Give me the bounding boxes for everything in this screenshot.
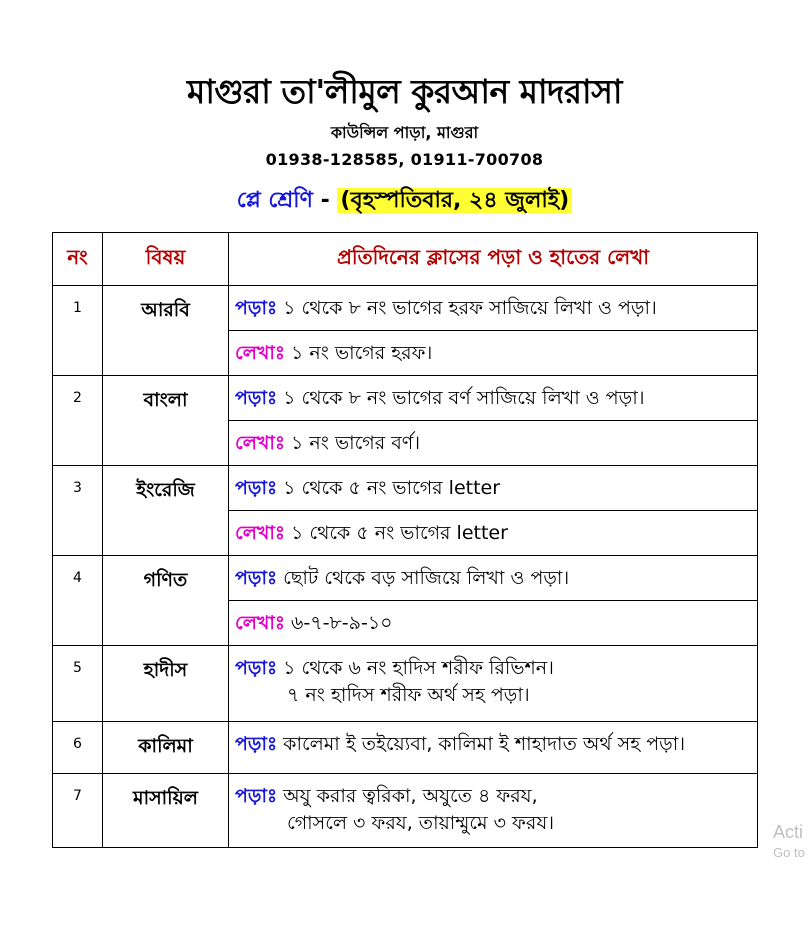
watermark-line2: Go to: [773, 845, 805, 860]
read-text: অযু করার ত্বরিকা, অযুতে ৪ ফরয,: [283, 785, 538, 807]
write-cell: [229, 331, 758, 376]
read-cell: [229, 774, 758, 848]
table-row: [53, 466, 758, 511]
write-text: ১ থেকে ৫ নং ভাগের letter: [291, 522, 508, 544]
read-text-continued: ৭ নং হাদিস শরীফ অর্থ সহ পড়া।: [287, 684, 530, 706]
header-description: প্রতিদিনের ক্লাসের পড়া ও হাতের লেখা: [229, 233, 758, 286]
write-label: লেখাঃ: [235, 522, 285, 544]
write-label: লেখাঃ: [235, 342, 285, 364]
table-row: [53, 376, 758, 421]
class-date-line: [0, 183, 809, 220]
address: কাউন্সিল পাড়া, মাগুরা: [330, 123, 479, 142]
read-cell: [229, 466, 758, 511]
row-subject: ইংরেজি: [103, 466, 229, 556]
table-header-row: [53, 233, 758, 286]
read-cell: [229, 286, 758, 331]
row-number: 7: [53, 774, 103, 848]
row-subject: কালিমা: [103, 722, 229, 774]
read-cell: [229, 646, 758, 722]
schedule-table: [52, 232, 758, 848]
read-text: ১ থেকে ৮ নং ভাগের বর্ণ সাজিয়ে লিখা ও পড়া।: [283, 387, 645, 409]
table-row: [53, 646, 758, 722]
row-number: 1: [53, 286, 103, 376]
row-subject: মাসায়িল: [103, 774, 229, 848]
read-label: পড়াঃ: [235, 785, 278, 807]
write-text: ৬-৭-৮-৯-১০: [291, 612, 393, 634]
header-number: নং: [53, 233, 103, 286]
row-number: 5: [53, 646, 103, 722]
header-subject: বিষয়: [103, 233, 229, 286]
table-row: [53, 722, 758, 774]
row-number: 3: [53, 466, 103, 556]
row-number: 2: [53, 376, 103, 466]
read-text: ১ থেকে ৮ নং ভাগের হরফ সাজিয়ে লিখা ও পড়া।: [283, 297, 657, 319]
write-label: লেখাঃ: [235, 612, 285, 634]
read-label: পড়াঃ: [235, 477, 278, 499]
write-cell: [229, 421, 758, 466]
table-row: [53, 556, 758, 601]
row-subject: হাদীস: [103, 646, 229, 722]
date-highlight: (বৃহস্পতিবার, ২৪ জুলাই): [337, 188, 572, 213]
activation-watermark: [773, 822, 805, 860]
read-cell: [229, 556, 758, 601]
read-text: ১ থেকে ৫ নং ভাগের letter: [283, 477, 501, 499]
read-label: পড়াঃ: [235, 657, 278, 679]
table-row: [53, 286, 758, 331]
write-label: লেখাঃ: [235, 432, 285, 454]
row-subject: গণিত: [103, 556, 229, 646]
row-subject: বাংলা: [103, 376, 229, 466]
read-label: পড়াঃ: [235, 733, 278, 755]
separator: -: [320, 188, 330, 213]
phone-numbers: 01938-128585, 01911-700708: [265, 150, 544, 169]
read-text: কালেমা ই তইয়্যেবা, কালিমা ই শাহাদাত অর্থ সহ পড়া।: [283, 733, 685, 755]
read-label: পড়াঃ: [235, 297, 278, 319]
read-text: ছোট থেকে বড় সাজিয়ে লিখা ও পড়া।: [283, 567, 570, 589]
write-cell: [229, 601, 758, 646]
read-cell: [229, 722, 758, 774]
row-number: 4: [53, 556, 103, 646]
read-cell: [229, 376, 758, 421]
read-label: পড়াঃ: [235, 387, 278, 409]
write-cell: [229, 511, 758, 556]
madrasa-title: মাগুরা তা'লীমুল কুরআন মাদরাসা: [187, 72, 622, 111]
row-number: 6: [53, 722, 103, 774]
write-text: ১ নং ভাগের হরফ।: [291, 342, 433, 364]
read-text: ১ থেকে ৬ নং হাদিস শরীফ রিভিশন।: [283, 657, 554, 679]
write-text: ১ নং ভাগের বর্ণ।: [291, 432, 421, 454]
class-name: প্লে শ্রেণি: [236, 188, 313, 213]
row-subject: আরবি: [103, 286, 229, 376]
read-text-continued: গোসলে ৩ ফরয, তায়াম্মুমে ৩ ফরয।: [287, 812, 555, 834]
table-row: [53, 774, 758, 848]
watermark-line1: Acti: [773, 822, 804, 842]
read-label: পড়াঃ: [235, 567, 278, 589]
